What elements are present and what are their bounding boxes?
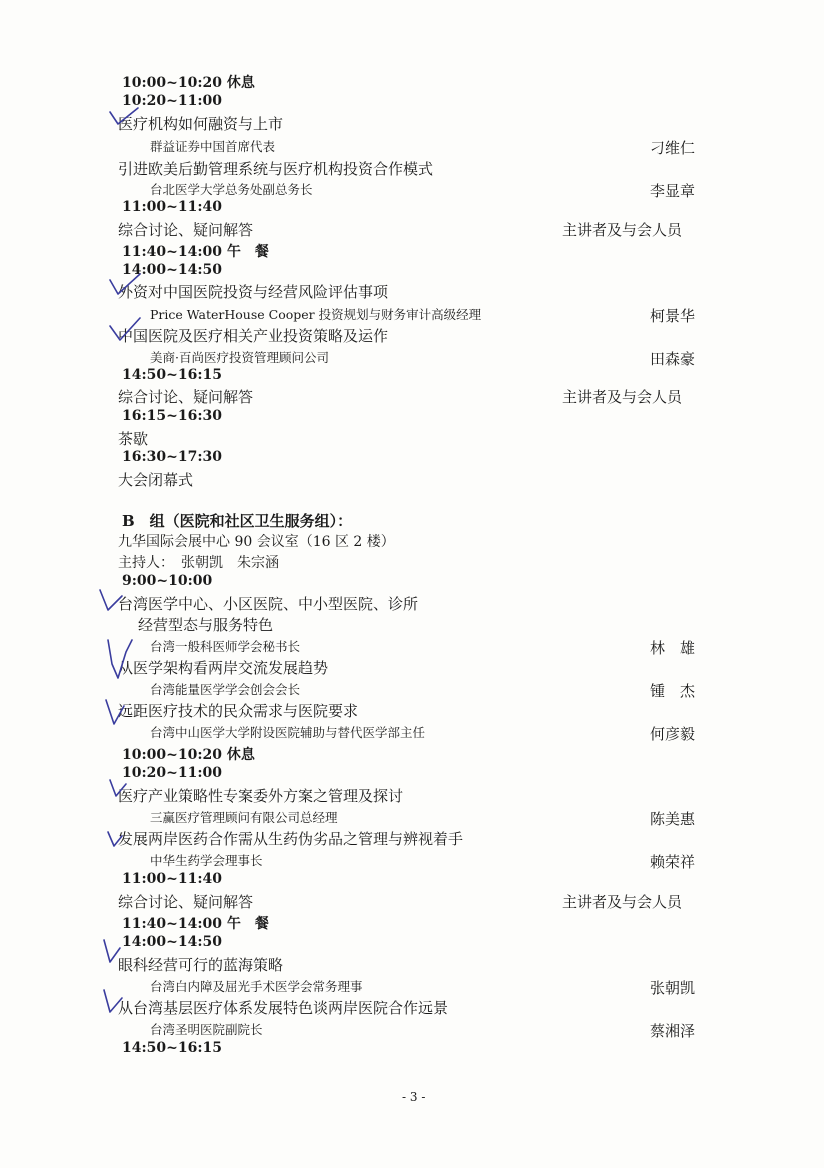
session-time: 14:00~14:50 bbox=[122, 934, 222, 950]
session-topic: 发展两岸医药合作需从生药伪劣品之管理与辨视着手 bbox=[118, 830, 464, 848]
session-time: 11:00~11:40 bbox=[122, 199, 222, 215]
session-time: 11:40~14:00 午 餐 bbox=[122, 916, 269, 932]
speaker-name: 刁维仁 bbox=[650, 139, 696, 157]
check-mark-icon bbox=[104, 940, 120, 962]
speaker-affiliation: 台北医学大学总务处副总务长 bbox=[150, 182, 313, 197]
speaker-name: 蔡湘泽 bbox=[650, 1022, 696, 1040]
session-time: 16:30~17:30 bbox=[122, 449, 222, 465]
session-time: 10:00~10:20 休息 bbox=[122, 747, 255, 763]
session-time: 14:50~16:15 bbox=[122, 367, 222, 383]
session-time: 10:20~11:00 bbox=[122, 93, 222, 109]
group-info: 九华国际会展中心 90 会议室（16 区 2 楼） bbox=[118, 534, 395, 550]
page-number: - 3 - bbox=[402, 1090, 426, 1104]
session-topic: 医疗产业策略性专案委外方案之管理及探讨 bbox=[118, 787, 404, 805]
session-topic: 远距医疗技术的民众需求与医院要求 bbox=[118, 702, 359, 720]
group-heading: B 组（医院和社区卫生服务组）： bbox=[122, 512, 353, 530]
session-topic: 外资对中国医院投资与经营风险评估事项 bbox=[118, 283, 389, 301]
check-mark-icon bbox=[100, 590, 122, 610]
speaker-name: 陈美惠 bbox=[650, 810, 696, 828]
check-mark-icon bbox=[104, 990, 122, 1012]
check-mark-icon bbox=[108, 640, 132, 678]
session-topic: 综合讨论、疑问解答 bbox=[118, 221, 254, 239]
speaker-name: 李显章 bbox=[650, 182, 696, 200]
session-topic: 大会闭幕式 bbox=[118, 471, 194, 489]
speaker-affiliation: 台湾一般科医师学会秘书长 bbox=[150, 639, 301, 654]
session-topic: 医疗机构如何融资与上市 bbox=[118, 115, 284, 133]
session-time: 9:00~10:00 bbox=[122, 573, 213, 589]
check-mark-icon bbox=[110, 318, 140, 340]
session-time: 14:50~16:15 bbox=[122, 1040, 222, 1056]
speaker-name: 何彦毅 bbox=[650, 725, 696, 743]
session-time: 16:15~16:30 bbox=[122, 408, 222, 424]
session-topic: 台湾医学中心、小区医院、中小型医院、诊所 bbox=[118, 595, 419, 613]
speaker-name: 田森豪 bbox=[650, 350, 696, 368]
speaker-affiliation: 三赢医疗管理顾问有限公司总经理 bbox=[150, 810, 338, 825]
session-topic: 茶歇 bbox=[118, 430, 149, 448]
session-time: 14:00~14:50 bbox=[122, 262, 222, 278]
check-mark-icon bbox=[110, 274, 140, 294]
speaker-affiliation: 群益证券中国首席代表 bbox=[150, 139, 276, 154]
check-mark-icon bbox=[106, 700, 124, 724]
speaker-affiliation: 台湾圣明医院副院长 bbox=[150, 1022, 263, 1037]
session-topic: 从台湾基层医疗体系发展特色谈两岸医院合作远景 bbox=[118, 999, 449, 1017]
speaker-affiliation: 美商·百尚医疗投资管理顾问公司 bbox=[150, 350, 329, 365]
session-topic: 综合讨论、疑问解答 bbox=[118, 893, 254, 911]
session-topic: 中国医院及医疗相关产业投资策略及运作 bbox=[118, 327, 389, 345]
session-time: 11:40~14:00 午 餐 bbox=[122, 244, 269, 260]
speaker-affiliation: 中华生药学会理事长 bbox=[150, 853, 263, 868]
session-topic-continued: 经营型态与服务特色 bbox=[138, 616, 274, 634]
session-time: 11:00~11:40 bbox=[122, 871, 222, 887]
group-info: 主持人： 张朝凯 朱宗涵 bbox=[118, 555, 279, 571]
participants-label: 主讲者及与会人员 bbox=[562, 221, 683, 239]
session-time: 10:00~10:20 休息 bbox=[122, 75, 255, 91]
session-topic: 引进欧美后勤管理系统与医疗机构投资合作模式 bbox=[118, 160, 434, 178]
speaker-affiliation: 台湾中山医学大学附设医院辅助与替代医学部主任 bbox=[150, 725, 426, 740]
speaker-affiliation: 台湾能量医学学会创会会长 bbox=[150, 682, 301, 697]
speaker-affiliation: Price WaterHouse Cooper 投资规划与财务审计高级经理 bbox=[150, 307, 482, 322]
check-mark-icon bbox=[108, 832, 122, 846]
participants-label: 主讲者及与会人员 bbox=[562, 893, 683, 911]
speaker-name: 张朝凯 bbox=[650, 979, 696, 997]
session-topic: 从医学架构看两岸交流发展趋势 bbox=[118, 659, 329, 677]
speaker-name: 柯景华 bbox=[650, 307, 696, 325]
speaker-affiliation: 台湾白内障及屈光手术医学会常务理事 bbox=[150, 979, 363, 994]
check-mark-icon bbox=[110, 780, 126, 796]
session-topic: 综合讨论、疑问解答 bbox=[118, 388, 254, 406]
session-time: 10:20~11:00 bbox=[122, 765, 222, 781]
speaker-name: 锺 杰 bbox=[650, 682, 696, 700]
speaker-name: 赖荣祥 bbox=[650, 853, 696, 871]
participants-label: 主讲者及与会人员 bbox=[562, 388, 683, 406]
session-topic: 眼科经营可行的蓝海策略 bbox=[118, 956, 284, 974]
speaker-name: 林 雄 bbox=[650, 639, 696, 657]
check-mark-icon bbox=[110, 108, 138, 124]
